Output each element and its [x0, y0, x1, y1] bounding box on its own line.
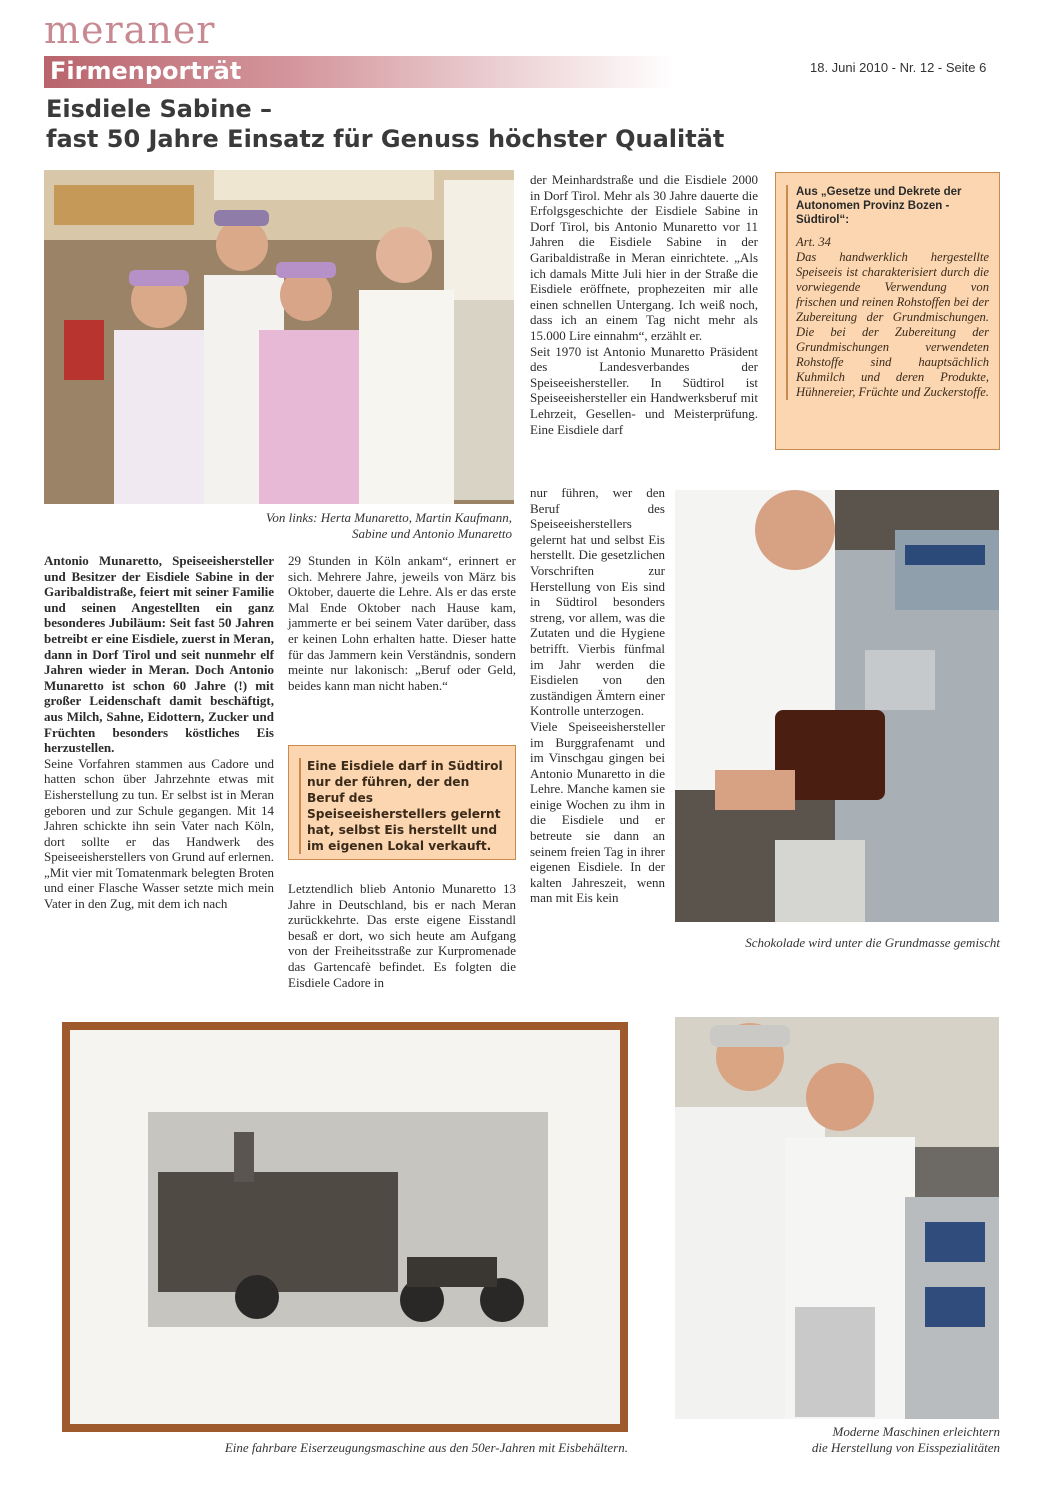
framed-historic-photo-illustration	[62, 1022, 628, 1432]
machines-caption-line-1: Moderne Maschinen erleichtern	[832, 1424, 1000, 1439]
team-photo-illustration	[44, 170, 514, 504]
article-column-3-narrow	[530, 485, 665, 906]
team-caption-line-1: Von links: Herta Munaretto, Martin Kaufmann,	[265, 510, 512, 525]
team-caption-line-2: Sabine und Antonio Munaretto	[352, 525, 512, 541]
framed-photo-caption: Eine fahrbare Eiserzeugungsmaschine aus den 50er-Jahren mit Eisbehältern.	[224, 1440, 628, 1455]
article-paragraph: nur führen, wer den Beruf des Speiseeisherstellers gelernt hat und selbst Eis herstellt. Die gesetzlichen Vorschriften zur Herstellung von Eis sind in Südtirol besonders streng, vor allem, was die Zutaten und die Hygiene betrifft. Vierbis fünfmal im Jahr werden die Eisdielen von den zuständigen Ämtern einer Kontrolle unterzogen.	[530, 485, 665, 719]
dateline: 18. Juni 2010 - Nr. 12 - Seite 6	[810, 60, 987, 75]
section-label: Firmenporträt	[50, 57, 242, 85]
law-excerpt-text: Das handwerklich hergestellte Speiseeis ist charakterisiert durch die vorwiegende Verwendung von frischen und reinen Rohstoffen bei der Zubereitung der Grundmischungen. Die bei der Zubereitung der Grundmischungen verwendeten Rohstoffe sind hauptsächlich Kuhmilch und deren Produkte, Hühnereier, Früchte und Zuckerstoffe.	[796, 250, 989, 399]
article-paragraph: der Meinhardstraße und die Eisdiele 2000 in Dorf Tirol. Mehr als 30 Jahre dauerte die Erfolgsgeschichte der Eisdiele Sabine in Dorf Tirol, bis Antonio Munaretto vor 11 Jahren die Eisdiele Sabine in der Garibaldistraße in Meran einrichtete. „Als ich damals Mitte Juli hier in der Straße die Eisdiele eröffnete, prophezeiten mir alle einen schnellen Untergang. Ich weiß noch, dass ich an einem Tag nicht mehr als 15.000 Lire einnahm“, erzählt er.	[530, 172, 758, 343]
chocolate-photo	[675, 490, 999, 922]
team-photo-caption	[44, 510, 512, 541]
law-excerpt-box	[775, 172, 1000, 450]
article-paragraph: Viele Speiseeishersteller im Burggrafenamt und im Vinschgau gingen bei Antonio Munaretto in die Lehre. Manche kamen sie einige Wochen zu ihm in die Eisdiele und er betreute sie dann an seinem freien Tag in ihrer eigenen Eisdiele. In der kalten Jahreszeit, wenn man mit Eis kein	[530, 718, 665, 906]
machines-caption-line-2: die Herstellung von Eisspezialitäten	[811, 1439, 1000, 1455]
pullquote-text: Eine Eisdiele darf in Südtirol nur der führen, der den Beruf des Speiseeisherstellers gelernt hat, selbst Eis herstellt und im eigenen Lokal verkauft.	[299, 758, 505, 854]
article-column-2-top	[288, 553, 516, 693]
headline	[46, 94, 806, 154]
masthead-logo: meraner	[44, 8, 216, 52]
article-column-3-top	[530, 172, 758, 437]
framed-historic-photo	[62, 1022, 628, 1432]
headline-line-2: fast 50 Jahre Einsatz für Genuss höchster Qualität	[46, 125, 725, 153]
article-paragraph: Seit 1970 ist Antonio Munaretto Präsident des Landesverbandes der Speiseeishersteller. In Südtirol ist Speiseeishersteller ein Handwerksberuf mit Lehrzeit, Gesellen- und Meisterprüfung. Eine Eisdiele darf	[530, 343, 758, 437]
pullquote-box	[288, 745, 516, 860]
article-paragraph: 29 Stunden in Köln ankam“, erinnert er sich. Mehrere Jahre, jeweils von März bis Oktober, dauerte die Lehre. Als er das erste Mal Ende Oktober nach Hause kam, jammerte er bei seinem Vater darüber, dass er keinen Lohn erhalten hatte. Dieser hatte für das Jammern kein Verständnis, sondern meinte nur lakonisch: „Beruf oder Geld, beides kann man nicht haben.“	[288, 553, 516, 693]
machines-photo	[675, 1017, 999, 1419]
article-lead: Antonio Munaretto, Speiseeishersteller und Besitzer der Eisdiele Sabine in der Garibaldistraße, feiert mit seiner Familie und seinen Angestellten ein ganz besonderes Jubiläum: Seit fast 50 Jahren betreibt er eine Eisdiele, zuerst in Meran, dann in Dorf Tirol und seit nunmehr elf Jahren wieder in Meran. Doch Antonio Munaretto ist schon 60 Jahre (!) mit großer Leidenschaft damit beschäftigt, aus Milch, Sahne, Eidottern, Zucker und Früchten besonders köstliches Eis herzustellen.	[44, 553, 274, 756]
machines-photo-caption	[700, 1424, 1000, 1455]
machines-photo-illustration	[675, 1017, 999, 1419]
team-photo	[44, 170, 514, 504]
article-paragraph: Seine Vorfahren stammen aus Cadore und hatten schon über Jahrzehnte etwas mit Eisherstellung zu tun. Er selbst ist in Meran geboren und zur Schule gegangen. Mit 14 Jahren schickte ihn sein Vater nach Köln, dort sollte er das Handwerk des Speiseeisherstellers von Grund auf erlernen. „Mit vier mit Tomatenmark belegten Broten und einer Flasche Wasser setzte mich mein Vater in den Zug, mit dem ich nach	[44, 755, 274, 912]
article-paragraph: Letztendlich blieb Antonio Munaretto 13 Jahre in Deutschland, bis er nach Meran zurückkehrte. Das erste eigene Eisstandl besaß er dort, wo sich heute am Aufgang von der Freiheitsstraße zur Kurpromenade das Gartencafè befindet. Es folgten die Eisdiele Cadore in	[288, 881, 516, 990]
article-column-2-bottom	[288, 881, 516, 990]
chocolate-photo-caption: Schokolade wird unter die Grundmasse gemischt	[745, 935, 1000, 950]
law-article-number: Art. 34	[796, 235, 831, 249]
headline-line-1: Eisdiele Sabine –	[46, 95, 273, 123]
law-excerpt-title: Aus „Gesetze und Dekrete der Autonomen Provinz Bozen - Südtirol“:	[796, 186, 962, 226]
article-column-1	[44, 553, 274, 912]
chocolate-photo-illustration	[675, 490, 999, 922]
